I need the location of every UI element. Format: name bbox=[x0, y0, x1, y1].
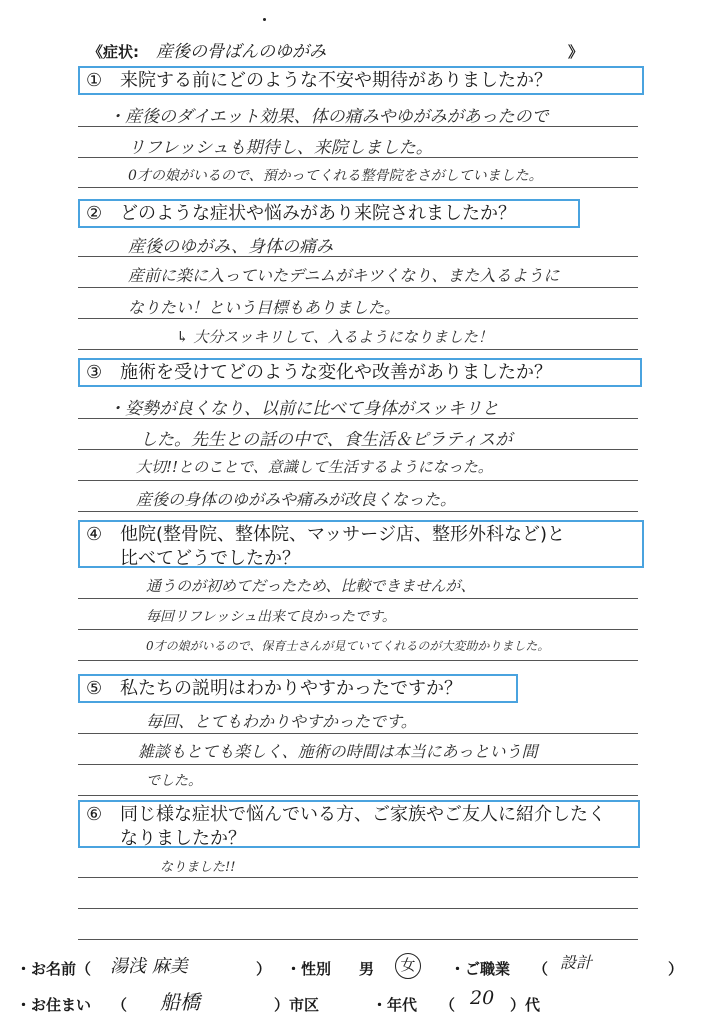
name-value: 湯浅 麻美 bbox=[110, 956, 188, 977]
answer-q4-line1: 通うのが初めてだったため、比較できませんが、 bbox=[146, 577, 476, 595]
answer-line bbox=[78, 349, 638, 350]
question-4-box bbox=[78, 520, 644, 568]
job-close: ） bbox=[668, 960, 684, 978]
name-close: ） bbox=[256, 960, 272, 978]
gender-female: 女 bbox=[395, 953, 421, 979]
answer-q3-line1: ・姿勢が良くなり、以前に比べて身体がスッキリと bbox=[108, 399, 499, 419]
address-close: ）市区 bbox=[274, 996, 320, 1014]
answer-q1-line3: 0才の娘がいるので、預かってくれる整骨院をさがしていました。 bbox=[128, 168, 543, 184]
answer-line bbox=[78, 877, 638, 878]
question-1-box bbox=[78, 66, 644, 95]
question-text: 来院する前にどのような不安や期待がありましたか？ bbox=[120, 70, 552, 91]
answer-line bbox=[78, 511, 638, 512]
answer-line bbox=[78, 795, 638, 796]
answer-q4-line3: 0才の娘がいるので、保育士さんが見ていてくれるのが大変助かりました。 bbox=[146, 639, 550, 653]
answer-q1-line2: リフレッシュも期待し、来院しました。 bbox=[128, 138, 433, 158]
answer-q1-line1: ・産後のダイエット効果、体の痛みやゆがみがあったので bbox=[108, 107, 549, 127]
answer-line bbox=[78, 908, 638, 909]
address-label: ・お住まい bbox=[16, 996, 92, 1014]
address-value: 船橋 bbox=[160, 990, 200, 1014]
answer-q4-line2: 毎回リフレッシュ出来て良かったです。 bbox=[146, 609, 396, 625]
symptom-close: 》 bbox=[568, 43, 584, 61]
question-number: ⑤ bbox=[86, 678, 103, 699]
answer-line bbox=[78, 939, 638, 940]
gender-label: ・性別 bbox=[286, 960, 332, 978]
answer-line bbox=[78, 660, 638, 661]
answer-line bbox=[78, 764, 638, 765]
name-label: ・お名前（ bbox=[16, 960, 92, 978]
symptom-label: 《症状: bbox=[88, 43, 139, 61]
age-close: ）代 bbox=[510, 996, 541, 1014]
answer-line bbox=[78, 598, 638, 599]
age-open: （ bbox=[440, 996, 456, 1014]
age-label: ・年代 bbox=[372, 996, 418, 1014]
question-number: ③ bbox=[86, 362, 103, 383]
job-open: （ bbox=[533, 960, 549, 978]
question-3-box bbox=[78, 358, 642, 387]
question-6-box bbox=[78, 800, 640, 848]
answer-q2-line3: なりたい！という目標もありました。 bbox=[128, 298, 401, 317]
answer-q3-line2: した。先生との話の中で、食生活＆ピラティスが bbox=[140, 430, 513, 450]
question-text: 他院(整骨院、整体院、マッサージ店、整形外科など)と bbox=[120, 524, 565, 545]
answer-q2-line1: 産後のゆがみ、身体の痛み bbox=[128, 237, 334, 257]
job-value: 設計 bbox=[560, 953, 593, 972]
question-text: 同じ様な症状で悩んでいる方、ご家族やご友人に紹介したく bbox=[120, 804, 606, 825]
symptom-value: 産後の骨ばんのゆがみ bbox=[156, 42, 326, 62]
answer-line bbox=[78, 318, 638, 319]
question-text: 施術を受けてどのような変化や改善がありましたか？ bbox=[120, 362, 552, 383]
question-text-line2: なりましたか？ bbox=[120, 828, 246, 849]
answer-line bbox=[78, 629, 638, 630]
gender-male: 男 bbox=[359, 960, 375, 978]
question-number: ② bbox=[86, 203, 103, 224]
question-number: ④ bbox=[86, 524, 103, 545]
question-text: 私たちの説明はわかりやすかったですか？ bbox=[120, 678, 462, 699]
question-text-line2: 比べてどうでしたか？ bbox=[120, 548, 300, 569]
age-value: 20 bbox=[470, 987, 495, 1009]
answer-line bbox=[78, 187, 638, 188]
question-number: ⑥ bbox=[86, 804, 103, 825]
question-2-box bbox=[78, 199, 580, 228]
answer-q5-line1: 毎回、とてもわかりやすかったです。 bbox=[146, 712, 417, 731]
answer-q3-line3: 大切!!とのことで、意識して生活するようになった。 bbox=[136, 458, 493, 476]
answer-line bbox=[78, 287, 638, 288]
answer-q6-line1: なりました!! bbox=[160, 860, 236, 875]
job-label: ・ご職業 bbox=[450, 960, 511, 978]
answer-q2-line4: ↳ 大分スッキリして、入るようになりました！ bbox=[176, 328, 493, 346]
stray-dot bbox=[263, 18, 266, 21]
question-5-box bbox=[78, 674, 518, 703]
question-number: ① bbox=[86, 70, 103, 91]
answer-line bbox=[78, 480, 638, 481]
answer-q5-line2: 雑談もとても楽しく、施術の時間は本当にあっという間 bbox=[138, 742, 538, 761]
answer-q3-line4: 産後の身体のゆがみや痛みが改良くなった。 bbox=[136, 490, 457, 509]
answer-q5-line3: でした。 bbox=[146, 773, 202, 789]
answer-q2-line2: 産前に楽に入っていたデニムがキツくなり、また入るように bbox=[128, 266, 560, 285]
gender-female-circled bbox=[395, 953, 421, 979]
question-text: どのような症状や悩みがあり来院されましたか？ bbox=[120, 203, 516, 224]
address-open: （ bbox=[112, 996, 128, 1014]
answer-line bbox=[78, 733, 638, 734]
